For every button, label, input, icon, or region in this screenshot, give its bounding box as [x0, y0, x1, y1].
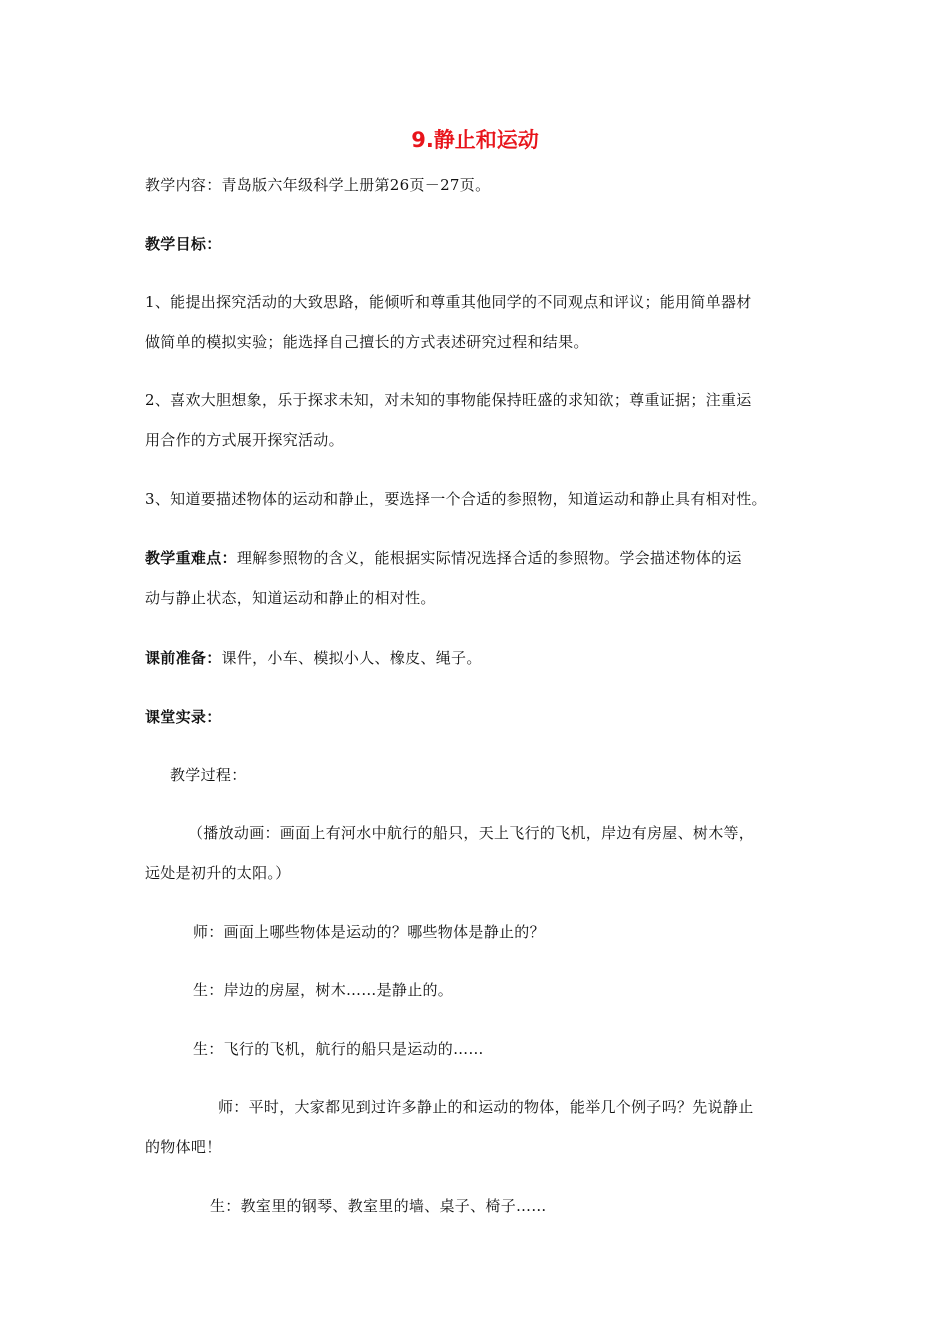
goal-2-line-1: 2、喜欢大胆想象，乐于探求未知，对未知的事物能保持旺盛的求知欲；尊重证据；注重运: [145, 391, 752, 409]
page-title: 9.静止和运动: [411, 128, 539, 152]
preparation-text: 课件，小车、模拟小人、橡皮、绳子。: [221, 649, 482, 667]
process-label: 教学过程：: [170, 766, 247, 784]
goal-2-line-2: 用合作的方式展开探究活动。: [145, 431, 344, 449]
record-heading: 课堂实录：: [145, 708, 222, 726]
key-points-label: 教学重难点：: [145, 549, 237, 567]
animation-line-1: （播放动画：画面上有河水中航行的船只，天上飞行的飞机，岸边有房屋、树木等，: [188, 824, 755, 842]
teacher-question-2-line-2: 的物体吧！: [145, 1138, 222, 1156]
preparation: [145, 648, 482, 668]
key-points-line-2: 动与静止状态，知道运动和静止的相对性。: [145, 589, 436, 607]
student-answer-1: 生：岸边的房屋，树木……是静止的。: [193, 981, 454, 999]
goal-1-line-1: 1、能提出探究活动的大致思路，能倾听和尊重其他同学的不同观点和评议；能用简单器材: [145, 293, 752, 311]
teacher-question-2-line-1: 师：平时，大家都见到过许多静止的和运动的物体，能举几个例子吗？先说静止: [218, 1098, 754, 1116]
goals-heading: 教学目标：: [145, 235, 222, 253]
key-points-line-1: [145, 548, 742, 568]
teacher-question-1: 师：画面上哪些物体是运动的？哪些物体是静止的？: [193, 923, 545, 941]
teaching-content: 教学内容：青岛版六年级科学上册第26页－27页。: [145, 176, 491, 194]
animation-line-2: 远处是初升的太阳。）: [145, 864, 291, 882]
student-answer-3: 生：教室里的钢琴、教室里的墙、桌子、椅子……: [210, 1197, 547, 1215]
goal-3: 3、知道要描述物体的运动和静止，要选择一个合适的参照物，知道运动和静止具有相对性。: [145, 490, 767, 508]
key-points-text: 理解参照物的含义，能根据实际情况选择合适的参照物。学会描述物体的运: [236, 549, 742, 567]
goal-1-line-2: 做简单的模拟实验；能选择自己擅长的方式表述研究过程和结果。: [145, 333, 589, 351]
student-answer-2: 生：飞行的飞机，航行的船只是运动的……: [193, 1040, 484, 1058]
preparation-label: 课前准备：: [145, 649, 222, 667]
